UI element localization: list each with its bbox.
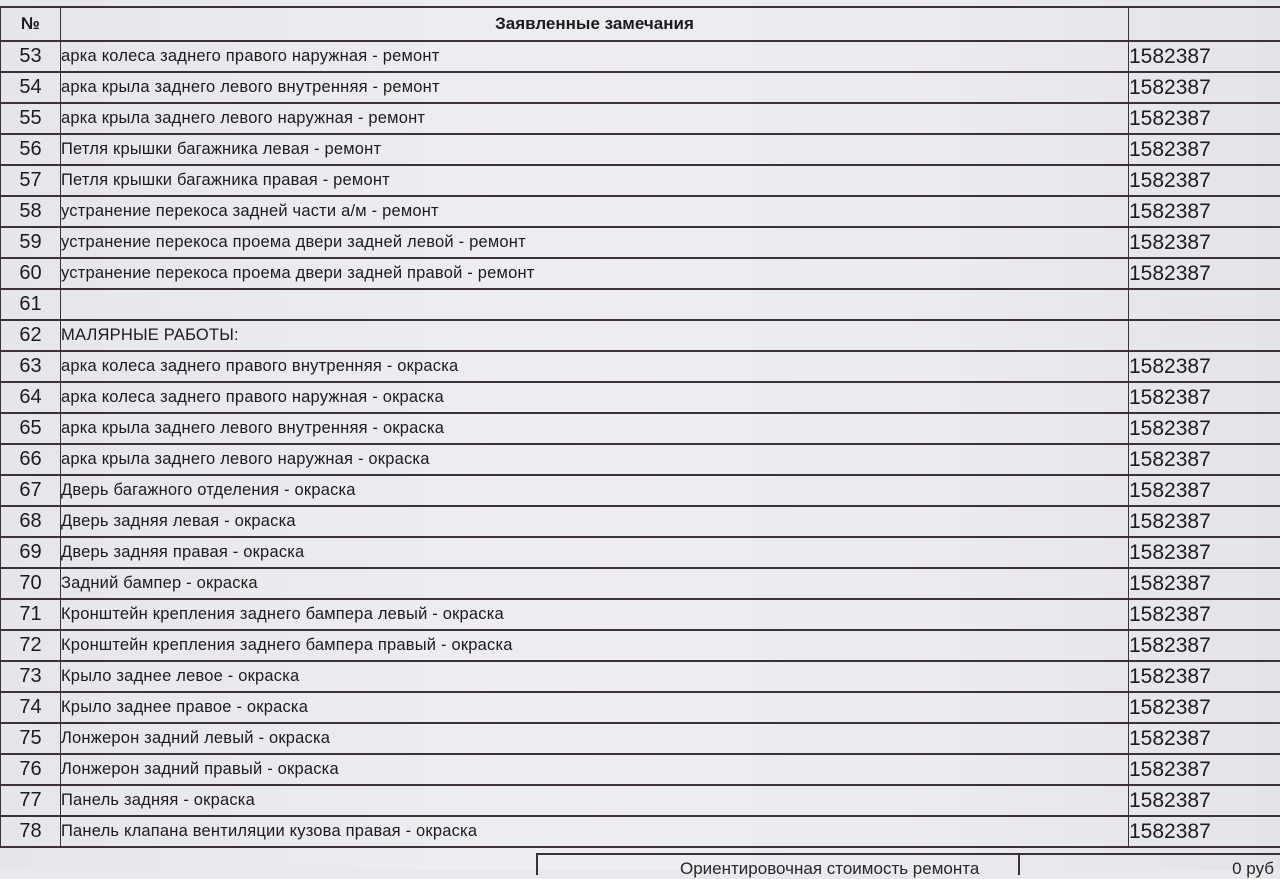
row-code: 1582387	[1129, 568, 1280, 599]
footer-total	[536, 853, 1280, 875]
row-code: 1582387	[1129, 351, 1280, 382]
row-remark: Кронштейн крепления заднего бампера левый - окраска	[61, 599, 1129, 630]
row-number: 62	[1, 320, 61, 351]
row-remark: Задний бампер - окраска	[61, 568, 1129, 599]
row-number: 56	[1, 134, 61, 165]
row-code: 1582387	[1129, 506, 1280, 537]
table-row	[1, 134, 1280, 165]
row-code: 1582387	[1129, 444, 1280, 475]
row-code: 1582387	[1129, 816, 1280, 847]
row-code: 1582387	[1129, 599, 1280, 630]
table-row	[1, 754, 1280, 785]
row-number: 55	[1, 103, 61, 134]
remarks-table	[0, 6, 1280, 848]
row-number: 76	[1, 754, 61, 785]
row-code: 1582387	[1129, 661, 1280, 692]
table-row	[1, 785, 1280, 816]
row-remark: арка колеса заднего правого внутренняя - окраска	[61, 351, 1129, 382]
row-code: 1582387	[1129, 785, 1280, 816]
row-code: 1582387	[1129, 227, 1280, 258]
table-header-row	[1, 7, 1280, 41]
row-remark: арка колеса заднего правого наружная - ремонт	[61, 41, 1129, 72]
table-row	[1, 382, 1280, 413]
footer-value: 0 руб	[1232, 859, 1274, 879]
table-row	[1, 506, 1280, 537]
row-number: 66	[1, 444, 61, 475]
row-remark: Крыло заднее левое - окраска	[61, 661, 1129, 692]
row-code: 1582387	[1129, 630, 1280, 661]
table-row	[1, 351, 1280, 382]
table-row	[1, 661, 1280, 692]
section-heading: МАЛЯРНЫЕ РАБОТЫ:	[61, 320, 1129, 351]
row-number: 64	[1, 382, 61, 413]
row-number: 59	[1, 227, 61, 258]
table-row	[1, 537, 1280, 568]
row-remark: Лонжерон задний левый - окраска	[61, 723, 1129, 754]
table-row	[1, 227, 1280, 258]
table-row	[1, 444, 1280, 475]
row-code: 1582387	[1129, 134, 1280, 165]
row-remark: Петля крышки багажника правая - ремонт	[61, 165, 1129, 196]
row-remark: устранение перекоса задней части а/м - ремонт	[61, 196, 1129, 227]
table-row	[1, 475, 1280, 506]
row-number: 53	[1, 41, 61, 72]
header-code	[1129, 7, 1280, 41]
footer-divider	[1018, 855, 1020, 875]
row-number: 60	[1, 258, 61, 289]
table-row	[1, 692, 1280, 723]
row-number: 78	[1, 816, 61, 847]
row-number: 67	[1, 475, 61, 506]
row-number: 77	[1, 785, 61, 816]
row-remark: Панель клапана вентиляции кузова правая - окраска	[61, 816, 1129, 847]
row-code: 1582387	[1129, 72, 1280, 103]
row-remark: устранение перекоса проема двери задней правой - ремонт	[61, 258, 1129, 289]
row-code	[1129, 320, 1280, 351]
row-number: 74	[1, 692, 61, 723]
row-code: 1582387	[1129, 196, 1280, 227]
table-row	[1, 599, 1280, 630]
row-remark: арка крыла заднего левого наружная - окраска	[61, 444, 1129, 475]
table-row	[1, 320, 1280, 351]
row-remark: Дверь задняя левая - окраска	[61, 506, 1129, 537]
table-row	[1, 568, 1280, 599]
row-number: 69	[1, 537, 61, 568]
row-remark: Дверь багажного отделения - окраска	[61, 475, 1129, 506]
row-number: 65	[1, 413, 61, 444]
row-number: 71	[1, 599, 61, 630]
table-row	[1, 723, 1280, 754]
table-row	[1, 816, 1280, 847]
row-remark: Лонжерон задний правый - окраска	[61, 754, 1129, 785]
table-row	[1, 289, 1280, 320]
row-number: 75	[1, 723, 61, 754]
footer-label: Ориентировочная стоимость ремонта	[680, 859, 979, 879]
row-remark: Панель задняя - окраска	[61, 785, 1129, 816]
row-remark: арка крыла заднего левого наружная - ремонт	[61, 103, 1129, 134]
row-number: 58	[1, 196, 61, 227]
table-row	[1, 196, 1280, 227]
row-code: 1582387	[1129, 475, 1280, 506]
row-number: 70	[1, 568, 61, 599]
row-remark: арка крыла заднего левого внутренняя - окраска	[61, 413, 1129, 444]
row-number: 54	[1, 72, 61, 103]
row-remark: Дверь задняя правая - окраска	[61, 537, 1129, 568]
row-remark: Петля крышки багажника левая - ремонт	[61, 134, 1129, 165]
header-remarks: Заявленные замечания	[61, 7, 1129, 41]
row-code: 1582387	[1129, 692, 1280, 723]
row-number: 57	[1, 165, 61, 196]
table-body	[1, 41, 1280, 847]
row-remark: устранение перекоса проема двери задней левой - ремонт	[61, 227, 1129, 258]
table-row	[1, 103, 1280, 134]
row-code: 1582387	[1129, 103, 1280, 134]
row-code: 1582387	[1129, 723, 1280, 754]
row-remark: арка колеса заднего правого наружная - окраска	[61, 382, 1129, 413]
header-number: №	[1, 7, 61, 41]
table-row	[1, 41, 1280, 72]
row-code: 1582387	[1129, 754, 1280, 785]
table-row	[1, 165, 1280, 196]
row-code: 1582387	[1129, 537, 1280, 568]
row-number: 61	[1, 289, 61, 320]
row-code: 1582387	[1129, 258, 1280, 289]
row-code: 1582387	[1129, 41, 1280, 72]
row-remark: Крыло заднее правое - окраска	[61, 692, 1129, 723]
table-row	[1, 413, 1280, 444]
row-remark	[61, 289, 1129, 320]
row-number: 68	[1, 506, 61, 537]
row-number: 73	[1, 661, 61, 692]
row-code: 1582387	[1129, 165, 1280, 196]
row-remark: Кронштейн крепления заднего бампера правый - окраска	[61, 630, 1129, 661]
row-number: 72	[1, 630, 61, 661]
row-code	[1129, 289, 1280, 320]
table-row	[1, 258, 1280, 289]
row-code: 1582387	[1129, 413, 1280, 444]
row-number: 63	[1, 351, 61, 382]
row-code: 1582387	[1129, 382, 1280, 413]
table-row	[1, 630, 1280, 661]
table-row	[1, 72, 1280, 103]
row-remark: арка крыла заднего левого внутренняя - ремонт	[61, 72, 1129, 103]
